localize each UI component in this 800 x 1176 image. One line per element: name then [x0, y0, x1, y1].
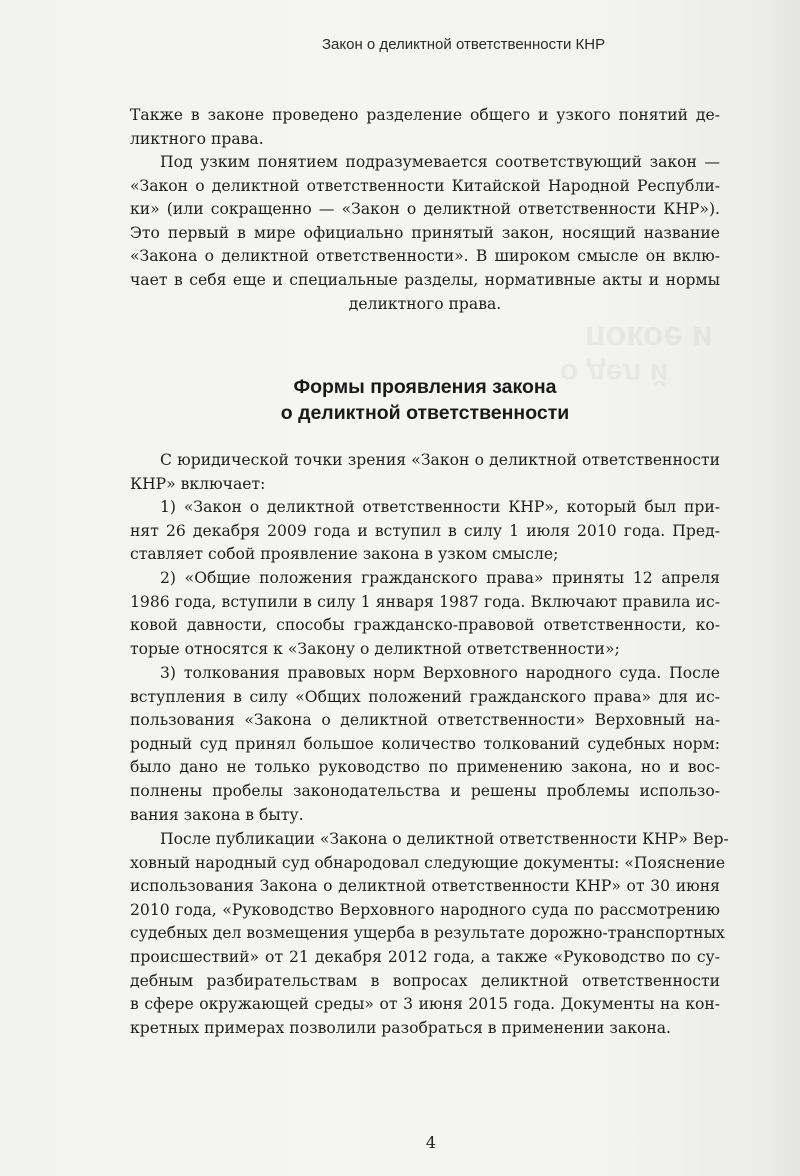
- bleed-through-text-2: о дел й: [560, 357, 669, 390]
- text-line: 3) толкования правовых норм Верховного народного суда. После: [160, 664, 720, 682]
- bleed-through-text: покое и: [585, 319, 713, 357]
- text-line: 1986 года, вступили в силу 1 января 1987 года. Включают правила ис-: [130, 592, 720, 611]
- text-line: 2) «Общие положения гражданского права» приняты 12 апреля: [160, 569, 720, 587]
- text-line: дебным разбирательствам в вопросах деликтной ответственности: [130, 971, 720, 990]
- text-line: 2010 года, «Руководство Верховного народного суда по рассмотрению: [130, 900, 720, 919]
- text-line: После публикации «Закона о деликтной ответственности КНР» Вер-: [160, 830, 729, 848]
- text-line: Также в законе проведено разделение общего и узкого понятий де-: [130, 106, 720, 124]
- list-item-1: [130, 496, 720, 567]
- text-line: «Закон о деликтной ответственности Китайской Народной Республи-: [130, 176, 720, 195]
- text-line: судебных дел возмещения ущерба в результате дорожно-транспортных: [130, 924, 725, 943]
- text-line: КНР» включает:: [130, 474, 266, 493]
- text-line: ховный народный суд обнародовал следующие документы: «Пояснение: [130, 853, 726, 872]
- paragraph-1: [130, 104, 720, 151]
- text-line: пользования «Закона о деликтной ответственности» Верховный на-: [130, 711, 720, 730]
- text-line: вступления в силу «Общих положений гражданского права» для ис-: [130, 687, 720, 706]
- list-item-3: [130, 662, 720, 827]
- text-line: «Закона о деликтной ответственности». В широком смысле он вклю-: [130, 247, 720, 266]
- section-heading: [130, 374, 720, 426]
- text-line: 1) «Закон о деликтной ответственности КНР», который был при-: [160, 498, 720, 516]
- heading-line: о деликтной ответственности: [280, 402, 570, 424]
- text-line: полнены пробелы законодательства и решены проблемы использо-: [130, 781, 720, 800]
- heading-line: Формы проявления закона: [293, 376, 557, 398]
- text-line: кретных примерах позволили разобраться в применении закона.: [130, 1018, 671, 1037]
- text-line: торые относятся к «Закону о деликтной ответственности»;: [130, 639, 620, 658]
- text-line: Под узким понятием подразумевается соответствующий закон —: [160, 153, 720, 171]
- text-line: чает в себя еще и специальные разделы, нормативные акты и нормы: [130, 270, 720, 289]
- text-line: деликтного права.: [348, 294, 502, 313]
- running-header: Закон о деликтной ответственности КНР: [322, 36, 606, 53]
- list-item-2: [130, 567, 720, 661]
- text-line: использования Закона о деликтной ответственности КНР» от 30 июня: [130, 877, 720, 896]
- text-line: происшествий» от 21 декабря 2012 года, а также «Руководство по су-: [130, 947, 720, 966]
- text-line: ликтного права.: [130, 129, 264, 148]
- text-line: ковой давности, способы гражданско-правовой ответственности, ко-: [130, 616, 720, 635]
- text-line: в сфере окружающей среды» от 3 июня 2015 года. Документы на кон-: [130, 995, 720, 1014]
- paragraph-7: [130, 828, 729, 1040]
- text-line: нят 26 декабря 2009 года и вступил в силу 1 июля 2010 года. Пред-: [130, 521, 720, 540]
- text-line: С юридической точки зрения «Закон о деликтной ответственности: [160, 451, 720, 469]
- text-line: ки» (или сокращенно — «Закон о деликтной ответственности КНР»).: [130, 200, 720, 219]
- text-line: родный суд принял большое количество толкований судебных норм:: [130, 734, 720, 753]
- text-line: Это первый в мире официально принятый закон, носящий название: [130, 223, 720, 242]
- page-number: 4: [425, 1133, 437, 1152]
- paragraph-2: [130, 151, 720, 316]
- paragraph-3: [130, 449, 720, 496]
- text-line: ставляет собой проявление закона в узком смысле;: [130, 545, 559, 564]
- text-line: было дано не только руководство по применению закона, но и вос-: [130, 758, 720, 777]
- text-line: вания закона в быту.: [130, 805, 304, 824]
